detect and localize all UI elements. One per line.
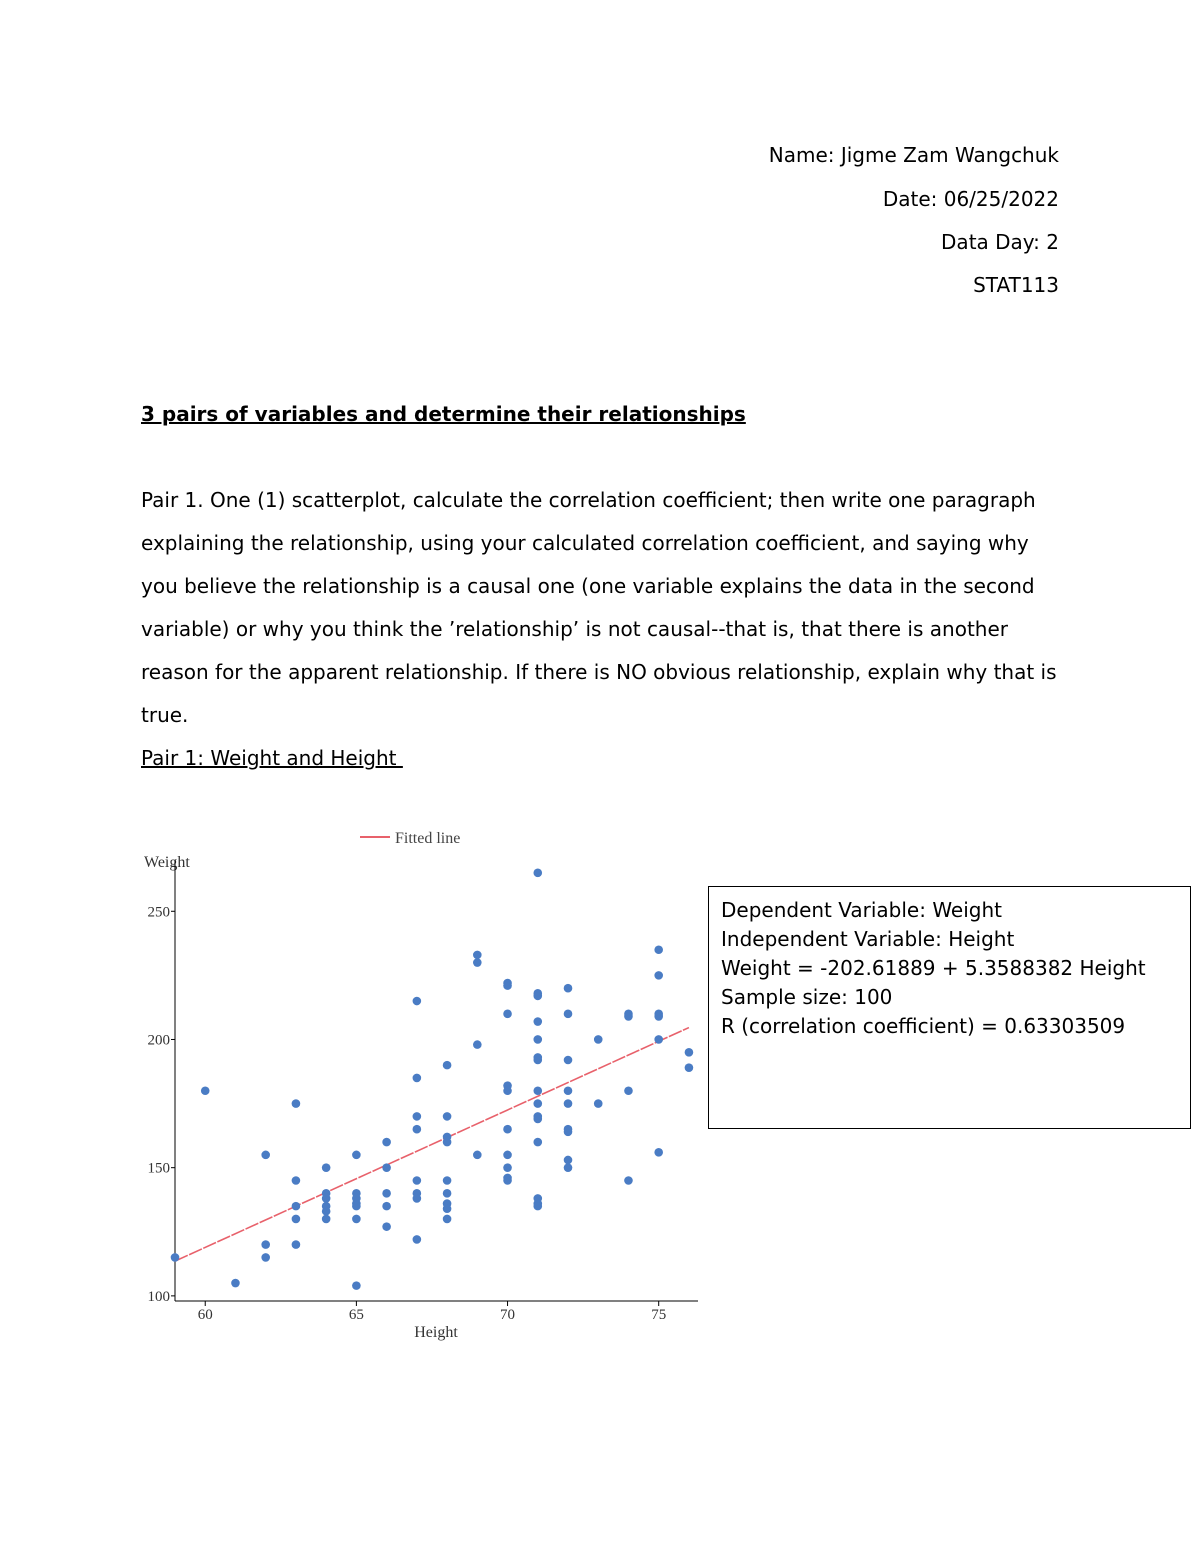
data-point — [261, 1240, 270, 1249]
data-point — [352, 1281, 361, 1290]
data-point — [564, 1099, 573, 1108]
data-point — [292, 1176, 301, 1185]
data-point — [322, 1163, 331, 1172]
data-point — [503, 1151, 512, 1160]
data-point — [533, 1035, 542, 1044]
data-point — [292, 1215, 301, 1224]
data-point — [564, 1127, 573, 1136]
data-point — [443, 1138, 452, 1147]
chart-axes — [148, 860, 699, 1323]
data-point — [533, 1056, 542, 1065]
data-point — [533, 869, 542, 878]
data-point — [654, 945, 663, 954]
course-code: STAT113 — [973, 273, 1059, 297]
data-point — [654, 1012, 663, 1021]
data-point — [503, 1125, 512, 1134]
data-point — [654, 1035, 663, 1044]
data-point — [231, 1279, 240, 1288]
data-point — [443, 1189, 452, 1198]
data-point — [413, 1176, 422, 1185]
data-point — [594, 1035, 603, 1044]
data-point — [201, 1086, 210, 1095]
x-tick-label: 60 — [197, 1307, 213, 1323]
y-tick-label: 200 — [147, 1032, 170, 1049]
data-point — [503, 1010, 512, 1019]
pair-title: Pair 1: Weight and Height — [141, 746, 403, 770]
data-point — [503, 1086, 512, 1095]
data-point — [533, 1017, 542, 1026]
data-point — [171, 1253, 180, 1262]
data-point — [382, 1222, 391, 1231]
data-point — [352, 1202, 361, 1211]
fitted-line-group — [175, 1028, 689, 1262]
data-point — [413, 997, 422, 1006]
data-point — [533, 1202, 542, 1211]
data-point — [503, 1176, 512, 1185]
section-heading: 3 pairs of variables and determine their relationships — [141, 402, 746, 426]
data-point — [533, 1099, 542, 1108]
data-point — [473, 951, 482, 960]
data-point — [382, 1202, 391, 1211]
data-point — [352, 1151, 361, 1160]
data-point — [685, 1048, 694, 1057]
regression-equation: Weight = -202.61889 + 5.3588382 Height — [721, 956, 1146, 980]
data-point — [443, 1061, 452, 1070]
document-date: Date: 06/25/2022 — [882, 187, 1059, 211]
data-point — [322, 1207, 331, 1216]
data-point — [624, 1176, 633, 1185]
data-point — [413, 1112, 422, 1121]
legend-label: Fitted line — [395, 830, 461, 847]
dependent-variable: Dependent Variable: Weight — [721, 898, 1003, 922]
chart-legend — [360, 830, 460, 847]
scatter-chart — [130, 815, 710, 1355]
data-point — [685, 1063, 694, 1072]
data-point — [654, 1148, 663, 1157]
data-point — [594, 1099, 603, 1108]
data-point — [624, 1086, 633, 1095]
data-point — [261, 1151, 270, 1160]
data-point — [564, 1156, 573, 1165]
author-name: Name: Jigme Zam Wangchuk — [768, 143, 1059, 167]
x-axis-label: Height — [414, 1324, 458, 1341]
data-point — [292, 1202, 301, 1211]
data-point — [322, 1215, 331, 1224]
independent-variable: Independent Variable: Height — [721, 927, 1015, 951]
data-point — [352, 1215, 361, 1224]
x-tick-label: 70 — [500, 1307, 516, 1323]
y-axis-label: Weight — [144, 854, 190, 871]
data-day: Data Day: 2 — [941, 230, 1059, 254]
data-point — [413, 1194, 422, 1203]
data-point — [533, 992, 542, 1001]
data-point — [322, 1194, 331, 1203]
data-point — [413, 1235, 422, 1244]
correlation-coefficient: R (correlation coefficient) = 0.63303509 — [721, 1014, 1126, 1038]
data-point — [533, 1138, 542, 1147]
data-point — [443, 1112, 452, 1121]
data-point — [564, 1010, 573, 1019]
data-point — [473, 1040, 482, 1049]
data-point — [382, 1189, 391, 1198]
data-point — [473, 958, 482, 967]
data-point — [533, 1086, 542, 1095]
data-point — [564, 1086, 573, 1095]
fitted-line — [175, 1028, 689, 1262]
data-point — [413, 1074, 422, 1083]
data-point — [443, 1204, 452, 1213]
y-tick-label: 250 — [147, 904, 170, 921]
data-point — [443, 1176, 452, 1185]
regression-summary-box — [708, 886, 1191, 1129]
data-point — [564, 1056, 573, 1065]
data-point — [564, 984, 573, 993]
data-point — [654, 971, 663, 980]
data-point — [292, 1240, 301, 1249]
data-point — [382, 1163, 391, 1172]
data-point — [443, 1215, 452, 1224]
y-tick-label: 150 — [147, 1160, 170, 1177]
data-point — [473, 1151, 482, 1160]
data-point — [624, 1012, 633, 1021]
data-point — [261, 1253, 270, 1262]
data-point — [564, 1163, 573, 1172]
instructions-paragraph: Pair 1. One (1) scatterplot, calculate the correlation coefficient; then write one paragraph explaining the relationship, using your calculated correlation coefficient, and saying why you believe the relationship is a causal one (one variable explains the data in the second variable) or why you think the ’relationship’ is not causal--that is, that there is another reason for the apparent relationship. If there is NO obvious relationship, explain why that is true. — [141, 488, 1057, 727]
data-point — [503, 1163, 512, 1172]
y-tick-label: 100 — [147, 1288, 170, 1305]
data-point — [533, 1115, 542, 1124]
data-point — [503, 981, 512, 990]
x-tick-label: 65 — [348, 1307, 364, 1323]
data-point — [382, 1138, 391, 1147]
data-point — [413, 1125, 422, 1134]
sample-size: Sample size: 100 — [721, 985, 893, 1009]
data-point — [292, 1099, 301, 1108]
x-tick-label: 75 — [651, 1307, 667, 1323]
